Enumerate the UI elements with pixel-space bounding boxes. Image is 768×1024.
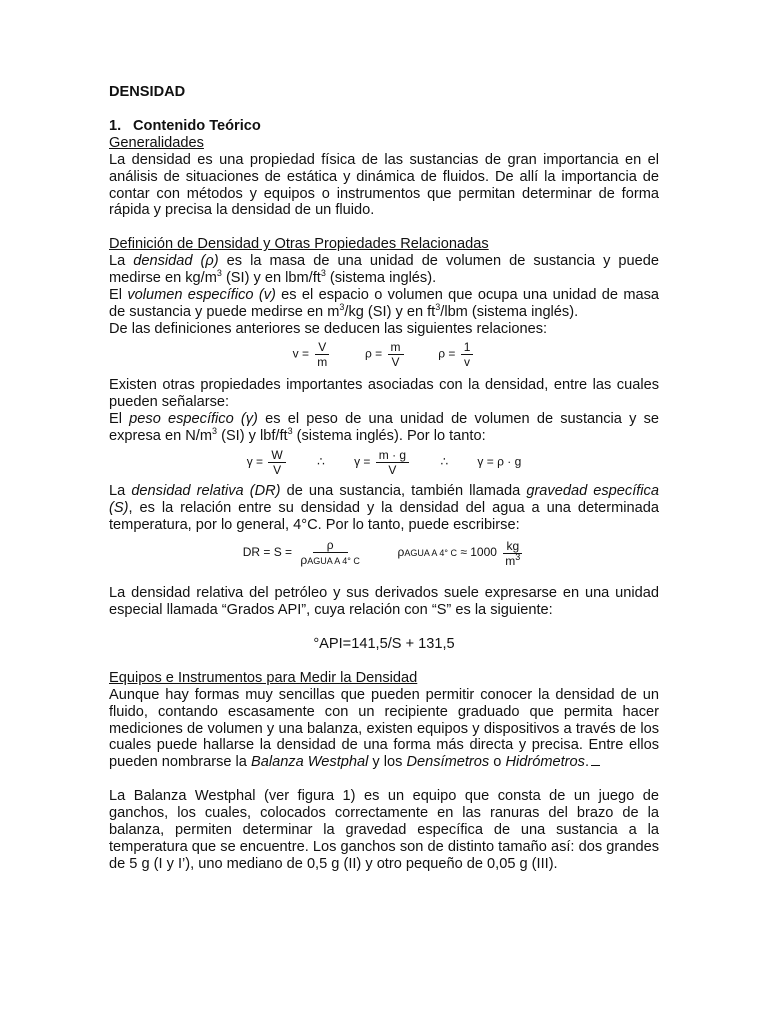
paragraph-relaciones: De las definiciones anteriores se deducen las siguientes relaciones: — [109, 320, 548, 337]
paragraph-volumen-especifico: El volumen específico (v) es el espacio o volumen que ocupa una unidad de masa de sustancia y puede medirse en $m^3/kg$ (SI) y en $ft^3$/lbm (sistema inglés). — [109, 287, 660, 320]
fraction-rho-inverse: $\frac{1}{v}$ — [461, 340, 474, 369]
section-number: 1. — [109, 117, 122, 134]
paragraph-generalidades: La densidad es una propiedad física de las sustancias de gran importancia en el análisis de situaciones de estática y dinámica de fluidos. De allí la importancia de contar con métodos y equipos o instrumentos que permitan determinar de forma rápida y precisa la densidad de un fluido. — [109, 151, 659, 219]
equation-relations: v = $\frac{V}{m}$ ρ = $\frac{m}{V}$ ρ = $\frac{1}{v}$ — [109, 340, 659, 369]
fraction-rho: $\frac{m}{V}$ — [388, 340, 404, 369]
fraction-w-over-v: $\frac{W}{V}$ — [268, 448, 285, 477]
equation-densidad-relativa: DR = S = $\frac{\rho}{\text{ρAGUA A 4° C}}$ ρAGUA A 4° C ≈ 1000 $\frac{kg}{m^3}$ — [109, 538, 659, 568]
subheading-generalidades: Generalidades — [109, 134, 204, 151]
paragraph-peso-especifico: El peso específico (γ) es el peso de una unidad de volumen de sustancia y se expresa en $N/m^3$ (SI) y lbf/$ft^3$ (sistema inglés). Por lo tanto: — [109, 410, 660, 444]
fraction-v: $\frac{V}{m}$ — [314, 340, 330, 369]
subheading-equipos: Equipos e Instrumentos para Medir la Densidad — [109, 669, 418, 686]
document-title: DENSIDAD — [109, 84, 186, 100]
section-title: Contenido Teórico — [133, 117, 261, 134]
fraction-mg-over-v: $\frac{m \cdot g}{V}$ — [376, 448, 409, 477]
section-heading — [109, 118, 659, 135]
paragraph-densidad: La densidad (ρ) es la masa de una unidad de volumen de sustancia y puede medirse en $kg/m^3$ (SI) y en lbm/$ft^3$ (sistema inglés). — [109, 253, 659, 287]
text-cursor — [591, 765, 600, 766]
formula-api: °API=141,5/S + 131,5 — [313, 635, 455, 652]
equation-peso-especifico: γ = $\frac{W}{V}$ ∴ γ = $\frac{m \cdot g}{V}$ ∴ γ = ρ · g — [246, 448, 522, 478]
paragraph-otras-propiedades: Existen otras propiedades importantes asociadas con la densidad, entre las cuales pueden señalarse: — [109, 376, 659, 410]
paragraph-balanza-westphal: La Balanza Westphal (ver figura 1) es un equipo que consta de un juego de ganchos, los cuales, colocados correctamente en las ranuras del brazo de la balanza, permiten determinar la gravedad específica de una sustancia a la temperatura que se encuentre. Los ganchos son de distinto tamaño así: dos grandes de 5 g (I y I’), uno mediano de 0,5 g (II) y otro pequeño de 0,05 g (III). — [109, 788, 659, 872]
fraction-kg-m3: $\frac{kg}{m^3}$ — [505, 538, 521, 568]
paragraph-equipos: Aunque hay formas muy sencillas que pueden permitir conocer la densidad de un fluido, contando escasamente con un recipiente graduado que permita hacer mediciones de volumen y una balanza, existen equipos y dispositivos a través de los cuales puede hallarse la densidad de una forma más directa y precisa. Entre ellos pueden nombrarse la Balanza Westphal y los Densímetros o Hidrómetros. — [109, 686, 659, 771]
paragraph-api: La densidad relativa del petróleo y sus derivados suele expresarse en una unidad especial llamada “Grados API”, cuya relación con “S” es la siguiente: — [109, 585, 659, 619]
document-page — [109, 84, 659, 873]
subheading-definicion: Definición de Densidad y Otras Propiedades Relacionadas — [109, 236, 489, 253]
fraction-dr: $\frac{\rho}{\text{ρAGUA A 4° C}}$ — [300, 538, 360, 568]
paragraph-densidad-relativa: La densidad relativa (DR) de una sustancia, también llamada gravedad específica (S), es la relación entre su densidad y la densidad del agua a una determinada temperatura, por lo general, 4°C. Por lo tanto, puede escribirse: — [109, 483, 659, 534]
